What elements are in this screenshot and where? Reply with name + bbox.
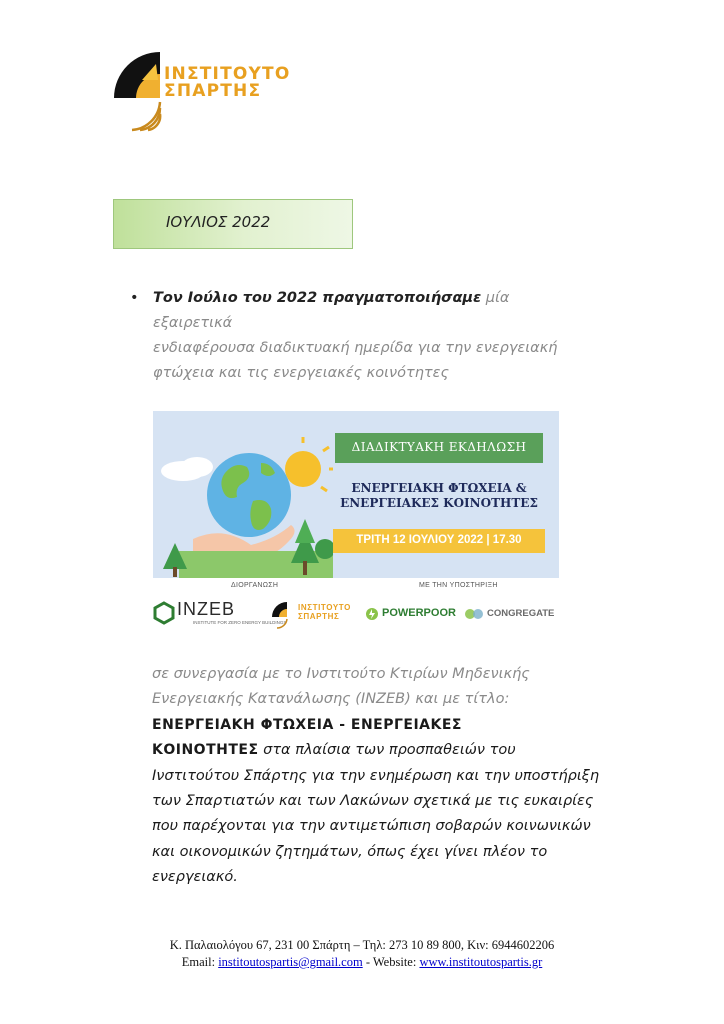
intro-bullet	[130, 286, 590, 386]
body-line-6: των Σπαρτιατών και των Λακώνων σχετικά με τις ευκαιρίες	[152, 793, 594, 810]
institute-small-logo-icon	[271, 601, 297, 629]
intro-line-2: ενδιαφέρουσα διαδικτυακή ημερίδα για την ενεργειακή	[153, 340, 558, 356]
powerpoor-logo-text: POWERPOOR	[382, 607, 456, 619]
footer-address: Κ. Παλαιολόγου 67, 231 00 Σπάρτη – Τηλ: 273 10 89 800, Κιν: 6944602206	[169, 938, 555, 952]
inzeb-hexagon-icon	[153, 601, 175, 625]
footer-contact	[0, 955, 724, 970]
body-line-4-rest: στα πλαίσια των προσπαθειών του	[258, 742, 516, 759]
body-line-9: ενεργειακό.	[152, 869, 238, 886]
body-line-4	[152, 738, 622, 763]
body-title-line-1: ΕΝΕΡΓΕΙΑΚΗ ΦΤΩΧΕΙΑ - ΕΝΕΡΓΕΙΑΚΕΣ	[152, 716, 462, 733]
email-link[interactable]: institoutospartis@gmail.com	[218, 955, 363, 969]
banner-title-line2: ΕΝΕΡΓΕΙΑΚΕΣ ΚΟΙΝΟΤΗΤΕΣ	[340, 496, 538, 510]
body-line-5: Ινστιτούτου Σπάρτης για την ενημέρωση και την υποστήριξη	[152, 767, 600, 784]
support-label: ΜΕ ΤΗΝ ΥΠΟΣΤΗΡΙΞΗ	[419, 582, 498, 589]
body-paragraph	[152, 662, 622, 891]
body-title-line-2: ΚΟΙΝΟΤΗΤΕΣ	[152, 742, 259, 759]
congregate-icon	[464, 608, 486, 620]
institute-logo	[112, 50, 291, 132]
partner-institute-line2: ΣΠΑΡΤΗΣ	[298, 612, 340, 621]
intro-line-1: μία εξαιρετικά	[153, 290, 510, 331]
banner-title-line1: ΕΝΕΡΓΕΙΑΚΗ ΦΤΩΧΕΙΑ &	[351, 481, 527, 495]
organizer-label: ΔΙΟΡΓΑΝΩΣΗ	[231, 582, 279, 589]
website-link[interactable]: www.institoutospartis.gr	[419, 955, 543, 969]
congregate-logo-text: CONGREGATE	[487, 608, 555, 619]
banner-graphic	[153, 411, 559, 578]
intro-lead: Τον Ιούλιο του 2022 πραγματοποιήσαμε	[153, 290, 482, 306]
intro-paragraph	[153, 286, 590, 386]
banner-title	[333, 481, 545, 511]
website-label: - Website:	[362, 955, 420, 969]
banner-date: ΤΡΙΤΗ 12 ΙΟΥΛΙΟΥ 2022 | 17.30	[356, 534, 522, 546]
powerpoor-icon	[365, 607, 379, 621]
logo-text-line2: ΣΠΑΡΤΗΣ	[164, 81, 262, 101]
partner-institute-line1: ΙΝΣΤΙΤΟΥΤΟ	[298, 603, 351, 612]
logo-text-line1: ΙΝΣΤΙΤΟΥΤΟ	[164, 64, 291, 84]
event-banner	[153, 411, 559, 636]
month-heading: ΙΟΥΛΙΟΣ 2022	[166, 213, 271, 231]
bullet-icon: •	[130, 290, 139, 306]
inzeb-logo-subtext: INSTITUTE FOR ZERO ENERGY BUILDINGS	[193, 620, 287, 625]
body-line-1: σε συνεργασία με το Ινστιτούτο Κτιρίων Μηδενικής	[152, 666, 530, 682]
body-line-7: που παρέχονται για την αντιμετώπιση σοβαρών κοινωνικών	[152, 818, 591, 835]
body-line-8: και οικονομικών ζητημάτων, όπως έχει γίνει πλέον το	[152, 843, 548, 860]
inzeb-logo-text: INZEB	[177, 599, 236, 619]
banner-date-bar	[333, 529, 545, 553]
webinar-badge	[335, 433, 543, 463]
email-label: Email:	[181, 955, 219, 969]
body-line-2: Ενεργειακής Κατανάλωσης (INZEB) και με τίτλο:	[152, 691, 510, 708]
globe-hand-illustration-icon	[153, 411, 333, 578]
intro-line-3: φτώχεια και τις ενεργειακές κοινότητες	[153, 365, 449, 381]
webinar-badge-text: ΔΙΑΔΙΚΤΥΑΚΗ ΕΚΔΗΛΩΣΗ	[351, 440, 527, 454]
month-heading-box	[113, 199, 353, 249]
